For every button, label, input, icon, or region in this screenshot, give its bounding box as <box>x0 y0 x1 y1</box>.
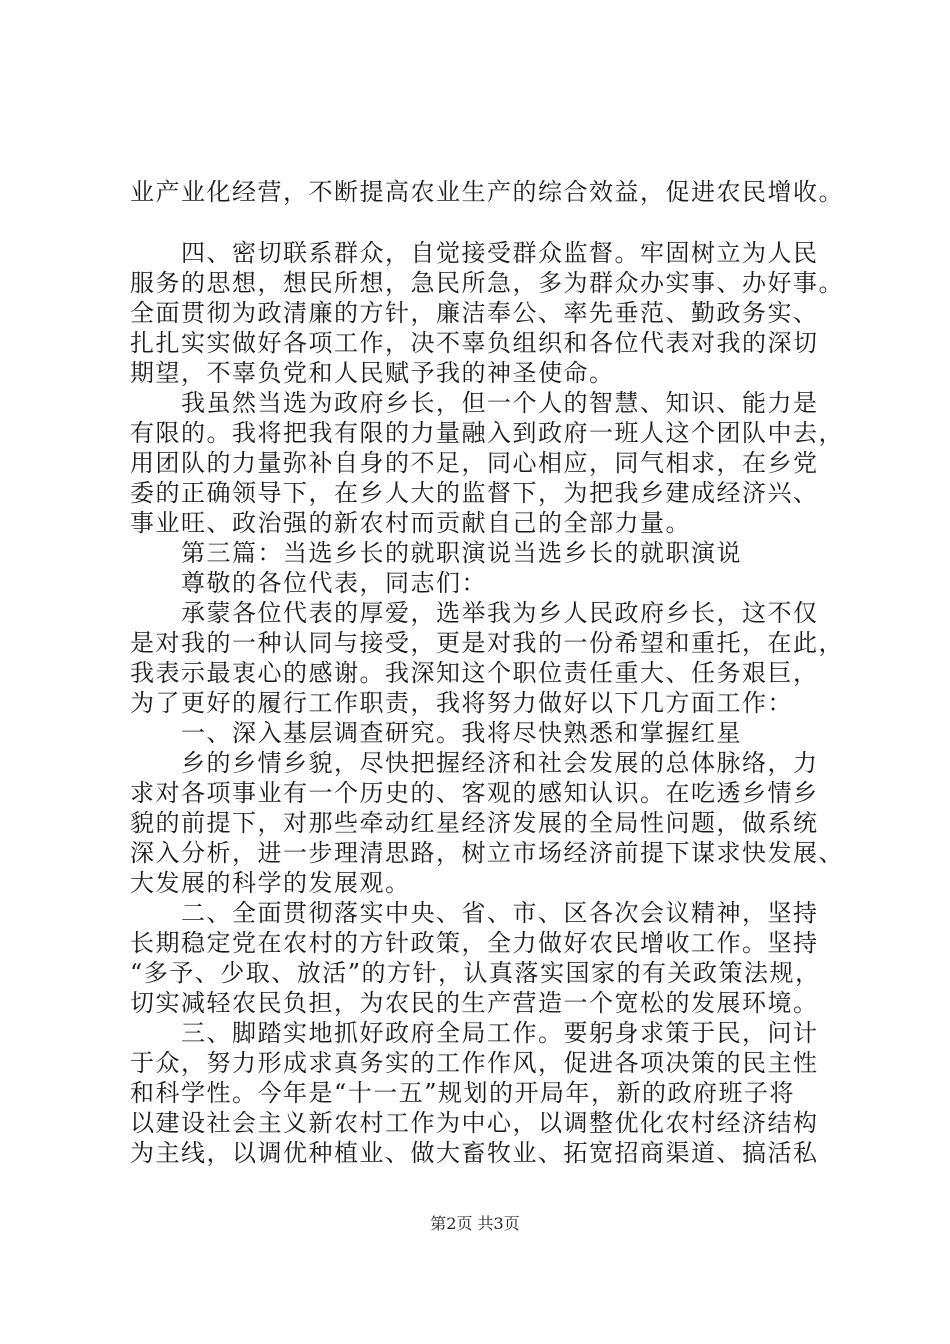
text-line: 有限的。我将把我有限的力量融入到政府一班人这个团队中去， <box>130 419 844 447</box>
text-line: 委的正确领导下，在乡人大的监督下，为把我乡建成经济兴、 <box>130 479 819 507</box>
text-line: 期望，不辜负党和人民赋予我的神圣使命。 <box>130 359 615 387</box>
text-line: “多予、少取、放活”的方针，认真落实国家的有关政策法规， <box>130 959 821 987</box>
text-line: 服务的思想，想民所想，急民所急，多为群众办实事、办好事。 <box>130 269 844 297</box>
text-line: 为了更好的履行工作职责，我将努力做好以下几方面工作： <box>130 689 793 717</box>
text-line: 和科学性。今年是“十一五”规划的开局年，新的政府班子将 <box>130 1079 796 1107</box>
text-line: 四、密切联系群众，自觉接受群众监督。牢固树立为人民 <box>130 239 819 267</box>
salutation: 尊敬的各位代表，同志们： <box>130 569 487 597</box>
text-line: 我虽然当选为政府乡长，但一个人的智慧、知识、能力是 <box>130 389 819 417</box>
text-line: 二、全面贯彻落实中央、省、市、区各次会议精神，坚持 <box>130 899 819 927</box>
text-line: 长期稳定党在农村的方针政策，全力做好农民增收工作。坚持 <box>130 929 819 957</box>
text-line: 深入分析，进一步理清思路，树立市场经济前提下谋求快发展、 <box>130 839 844 867</box>
text-line: 以建设社会主义新农村工作为中心，以调整优化农村经济结构 <box>130 1109 819 1137</box>
text-line: 是对我的一种认同与接受，更是对我的一份希望和重托，在此， <box>130 629 844 657</box>
text-line: 全面贯彻为政清廉的方针，廉洁奉公、率先垂范、勤政务实、 <box>130 299 819 327</box>
section-heading: 第三篇：当选乡长的就职演说当选乡长的就职演说 <box>130 539 742 567</box>
text-line: 事业旺、政治强的新农村而贡献自己的全部力量。 <box>130 509 691 537</box>
text-line: 用团队的力量弥补自身的不足，同心相应，同气相求，在乡党 <box>130 449 819 477</box>
text-line: 一、深入基层调查研究。我将尽快熟悉和掌握红星 <box>130 719 742 747</box>
text-line: 求对各项事业有一个历史的、客观的感知认识。在吃透乡情乡 <box>130 779 819 807</box>
text-line: 业产业化经营，不断提高农业生产的综合效益，促进农民增收。 <box>130 178 844 206</box>
text-line: 扎扎实实做好各项工作，决不辜负组织和各位代表对我的深切 <box>130 329 819 357</box>
text-line: 乡的乡情乡貌，尽快把握经济和社会发展的总体脉络，力 <box>130 749 819 777</box>
text-line: 貌的前提下，对那些牵动红星经济发展的全局性问题，做系统 <box>130 809 819 837</box>
page-footer: 第2页 共3页 <box>430 1214 520 1233</box>
text-line: 切实减轻农民负担，为农民的生产营造一个宽松的发展环境。 <box>130 989 819 1017</box>
text-line: 大发展的科学的发展观。 <box>130 869 411 897</box>
text-line: 于众，努力形成求真务实的工作作风，促进各项决策的民主性 <box>130 1049 819 1077</box>
text-line: 承蒙各位代表的厚爱，选举我为乡人民政府乡长，这不仅 <box>130 599 819 627</box>
text-line: 三、脚踏实地抓好政府全局工作。要躬身求策于民，问计 <box>130 1019 819 1047</box>
text-line: 我表示最衷心的感谢。我深知这个职位责任重大、任务艰巨， <box>130 659 819 687</box>
text-line-last: 为主线，以调优种植业、做大畜牧业、拓宽招商渠道、搞活私 <box>130 1139 819 1167</box>
